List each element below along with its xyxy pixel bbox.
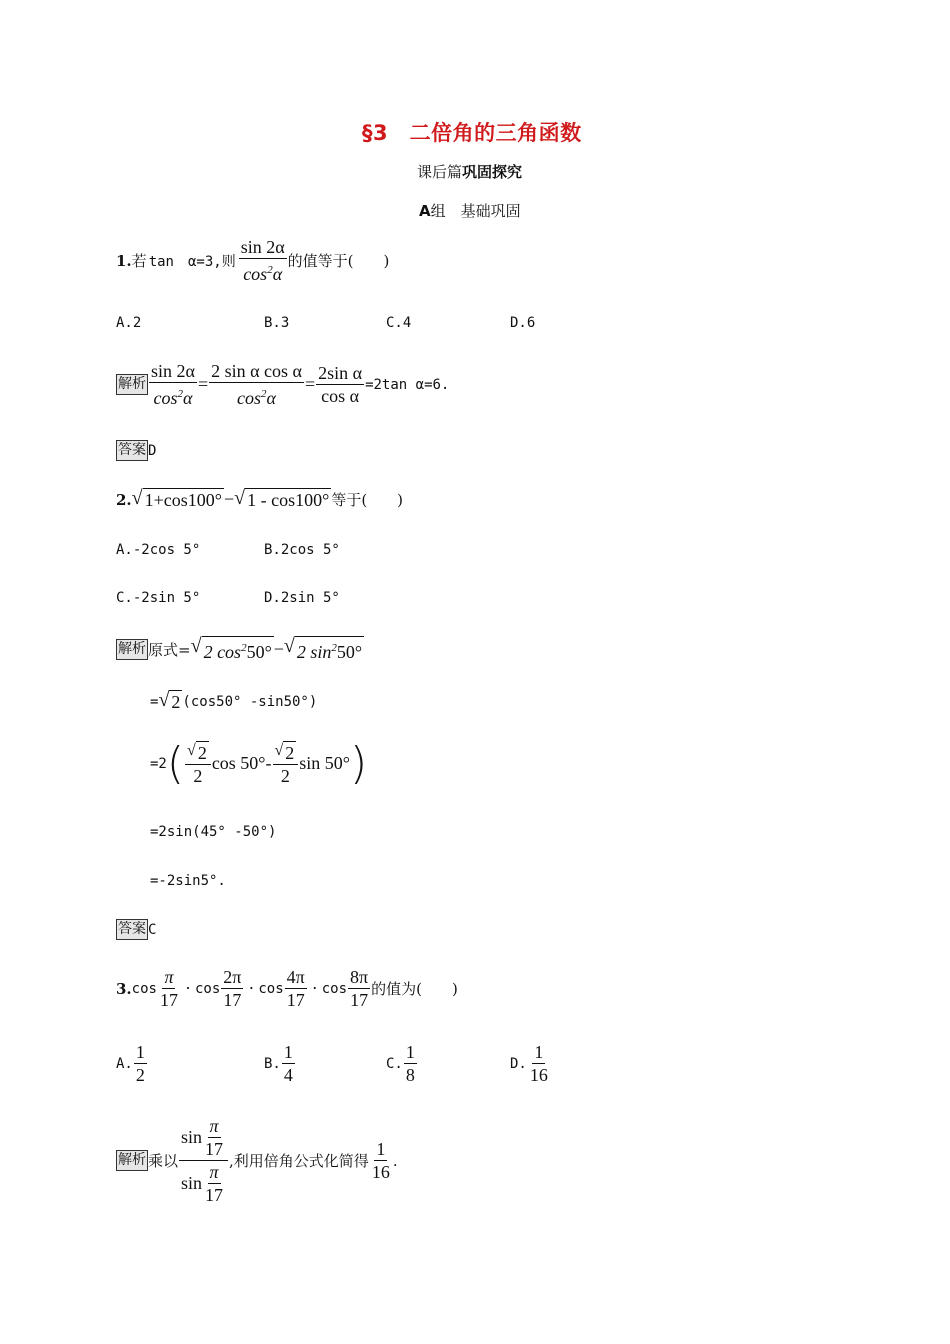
option-fraction	[282, 1041, 295, 1086]
section-subtitle	[417, 161, 522, 182]
solution-2-line-4: =2sin(45° -50°)	[150, 824, 277, 840]
fraction-denominator: 16	[371, 1162, 390, 1182]
fraction-numerator: 2π	[223, 967, 242, 987]
fraction-numerator	[179, 1115, 228, 1161]
sqrt-sign: √	[234, 487, 246, 509]
question-condition: tan α=3,则	[148, 253, 236, 270]
sqrt-sign: √	[283, 635, 295, 657]
group-letter: A	[419, 202, 431, 220]
fraction-numerator: sin 2α	[151, 361, 195, 381]
fraction-denominator: cos α	[321, 386, 360, 406]
sqrt-radicand	[295, 636, 364, 663]
analysis-tag: 解析	[116, 1150, 148, 1171]
sqrt-two	[187, 741, 209, 764]
sin-term: sin 50°	[299, 753, 351, 774]
fraction-denominator: 8	[405, 1065, 415, 1085]
question-number: 2.	[116, 490, 132, 509]
right-paren: )	[350, 737, 368, 789]
cos-label: cos	[194, 980, 221, 997]
option-letter: D.	[510, 1055, 527, 1072]
option-a	[116, 1041, 148, 1086]
answer-value: C	[148, 921, 157, 938]
option-d: D.6	[510, 315, 536, 331]
option-c: C.-2sin 5°	[116, 590, 201, 606]
cos-label: cos	[131, 980, 157, 997]
option-c: C.4	[386, 315, 412, 331]
sqrt2-over-2-fraction	[185, 740, 211, 787]
option-letter: C.	[386, 1055, 403, 1072]
den-variable: α	[182, 388, 193, 408]
sqrt-expression-1	[132, 488, 224, 511]
cos-term: cos 50°	[211, 753, 266, 774]
sqrt-expression-2	[234, 488, 331, 511]
fraction-numerator: π	[209, 1162, 219, 1182]
term-fraction	[221, 966, 243, 1011]
fraction-numerator: 2 sin α cos α	[211, 361, 302, 381]
den-exponent: 2	[177, 388, 183, 400]
question-suffix: 等于( )	[331, 491, 404, 509]
cos-label: cos	[258, 980, 284, 997]
den-cos: cos	[243, 264, 268, 284]
fraction-numerator: sin 2α	[240, 237, 285, 257]
option-d	[510, 1041, 551, 1086]
sqrt-radicand: 2	[197, 743, 207, 764]
pi-over-17	[203, 1161, 225, 1206]
option-fraction	[404, 1041, 417, 1086]
pi-over-17	[203, 1115, 225, 1160]
fraction-numerator	[273, 740, 299, 765]
fraction-numerator	[185, 740, 211, 765]
sqrt-sign: √	[131, 487, 143, 509]
group-label: 组 基础巩固	[430, 202, 521, 220]
solution-end: .	[392, 1151, 398, 1170]
option-b	[264, 1041, 296, 1086]
question-suffix: 的值为( )	[371, 980, 458, 998]
question-fraction	[239, 236, 287, 285]
fraction-numerator: 1	[135, 1042, 145, 1062]
sqrt-expression-2	[284, 636, 364, 663]
fraction-denominator: 2	[135, 1065, 145, 1085]
option-d: D.2sin 5°	[264, 590, 340, 606]
cos-label: cos	[321, 980, 348, 997]
radicand-exponent: 2	[241, 642, 247, 654]
fraction-numerator: 2sin α	[318, 363, 363, 383]
question-prefix: 若	[131, 252, 147, 270]
sin-label: sin	[181, 1127, 203, 1147]
sqrt-radicand: 2	[285, 743, 295, 764]
option-a: A.2	[116, 315, 142, 331]
answer-2	[116, 919, 156, 940]
answer-value: D	[148, 442, 157, 459]
den-cos: cos	[237, 388, 262, 408]
group-heading	[419, 200, 521, 221]
equals-sign: =	[197, 374, 209, 394]
line-prefix: =2	[150, 755, 167, 772]
radicand-angle: 50°	[336, 642, 363, 662]
dot-operator: ·	[311, 978, 318, 998]
analysis-tag: 解析	[116, 639, 148, 660]
sqrt-radicand: 1+cos100°	[144, 490, 222, 510]
option-a: A.-2cos 5°	[116, 542, 201, 558]
solution-1	[116, 360, 449, 409]
solution-fraction-3	[316, 362, 364, 407]
solution-2-line-5: =-2sin5°.	[150, 873, 226, 889]
answer-1	[116, 440, 156, 461]
fraction-denominator	[235, 383, 278, 409]
fraction-denominator: 16	[529, 1065, 548, 1085]
question-suffix: 的值等于( )	[287, 252, 390, 270]
multiplier-fraction	[179, 1115, 228, 1206]
sqrt-sign: √	[187, 742, 196, 760]
minus-sign: −	[273, 639, 284, 659]
analysis-tag: 解析	[116, 374, 148, 395]
sqrt-sign: √	[190, 635, 202, 657]
den-variable: α	[266, 388, 276, 408]
answer-tag: 答案	[116, 919, 148, 940]
radicand-part: 2 cos	[203, 642, 242, 662]
sqrt-expression-1	[191, 636, 274, 663]
question-number: 3.	[116, 979, 132, 998]
question-1	[116, 236, 389, 285]
den-exponent: 2	[261, 388, 267, 400]
option-fraction	[134, 1041, 147, 1086]
radicand-part: 2 sin	[296, 642, 332, 662]
left-paren: (	[166, 737, 185, 789]
page-title: §3 二倍角的三角函数	[362, 121, 582, 145]
sqrt-sign: √	[158, 689, 170, 711]
fraction-numerator: 8π	[350, 967, 369, 987]
fraction-denominator: 17	[286, 990, 305, 1010]
minus-sign: -	[265, 753, 272, 774]
term-fraction	[348, 966, 370, 1011]
sin-label: sin	[181, 1173, 203, 1193]
solution-lead: 原式=	[148, 641, 191, 659]
fraction-numerator: 1	[283, 1042, 293, 1062]
subtitle-plain: 课后篇	[417, 163, 463, 181]
fraction-denominator	[179, 1161, 228, 1206]
solution-3	[116, 1115, 398, 1206]
solution-2-line-3	[150, 737, 368, 789]
equals-sign: =	[150, 693, 159, 710]
den-variable: α	[272, 264, 283, 284]
minus-sign: −	[224, 489, 235, 509]
fraction-numerator: π	[164, 967, 174, 987]
radicand-exponent: 2	[331, 642, 337, 654]
answer-tag: 答案	[116, 440, 148, 461]
fraction-denominator: 17	[350, 990, 369, 1010]
fraction-denominator	[151, 383, 194, 409]
fraction-numerator: π	[209, 1116, 219, 1136]
term-fraction	[158, 966, 180, 1011]
fraction-numerator: 4π	[286, 967, 305, 987]
option-letter: B.	[264, 1055, 281, 1072]
equals-sign: =	[304, 374, 316, 394]
fraction-denominator: 2	[193, 766, 203, 787]
result-fraction	[370, 1138, 392, 1183]
fraction-denominator: 17	[205, 1139, 224, 1159]
sqrt2-over-2-fraction	[273, 740, 299, 787]
sqrt-radicand	[202, 636, 274, 663]
fraction-denominator: 17	[223, 990, 242, 1010]
solution-fraction-2	[209, 360, 304, 409]
radicand-angle: 50°	[246, 642, 272, 662]
fraction-denominator	[241, 259, 284, 285]
option-c	[386, 1041, 418, 1086]
term-fraction	[285, 966, 307, 1011]
solution-2-line-2	[150, 690, 317, 713]
sqrt-sign: √	[274, 742, 284, 760]
solution-tail: =2tan α=6.	[365, 376, 450, 393]
option-b: B.2cos 5°	[264, 542, 340, 558]
solution-fraction-1	[149, 360, 197, 409]
fraction-denominator: 17	[205, 1185, 224, 1205]
question-2	[116, 488, 403, 511]
den-exponent: 2	[267, 264, 273, 276]
fraction-denominator: 2	[280, 766, 290, 787]
subtitle-bold: 巩固探究	[462, 163, 523, 181]
line-tail: (cos50° -sin50°)	[182, 693, 318, 710]
den-cos: cos	[153, 388, 178, 408]
dot-operator: ·	[184, 978, 191, 998]
sqrt-two	[158, 690, 182, 713]
solution-lead: 乘以	[148, 1152, 179, 1170]
fraction-denominator: 17	[159, 990, 178, 1010]
question-number: 1.	[116, 251, 132, 270]
fraction-numerator: 1	[376, 1139, 386, 1159]
solution-2-line-1	[116, 636, 364, 663]
fraction-numerator: 1	[534, 1042, 544, 1062]
question-3	[116, 966, 458, 1011]
fraction-numerator: 1	[405, 1042, 415, 1062]
solution-middle: ,利用倍角公式化简得	[229, 1152, 369, 1170]
sqrt-radicand: 2	[171, 692, 181, 712]
sqrt-radicand: 1 - cos100°	[247, 490, 330, 510]
option-letter: A.	[116, 1055, 133, 1072]
option-fraction	[528, 1041, 550, 1086]
dot-operator: ·	[248, 978, 255, 998]
option-b: B.3	[264, 315, 290, 331]
fraction-denominator: 4	[283, 1065, 293, 1085]
sqrt-two	[275, 741, 297, 764]
